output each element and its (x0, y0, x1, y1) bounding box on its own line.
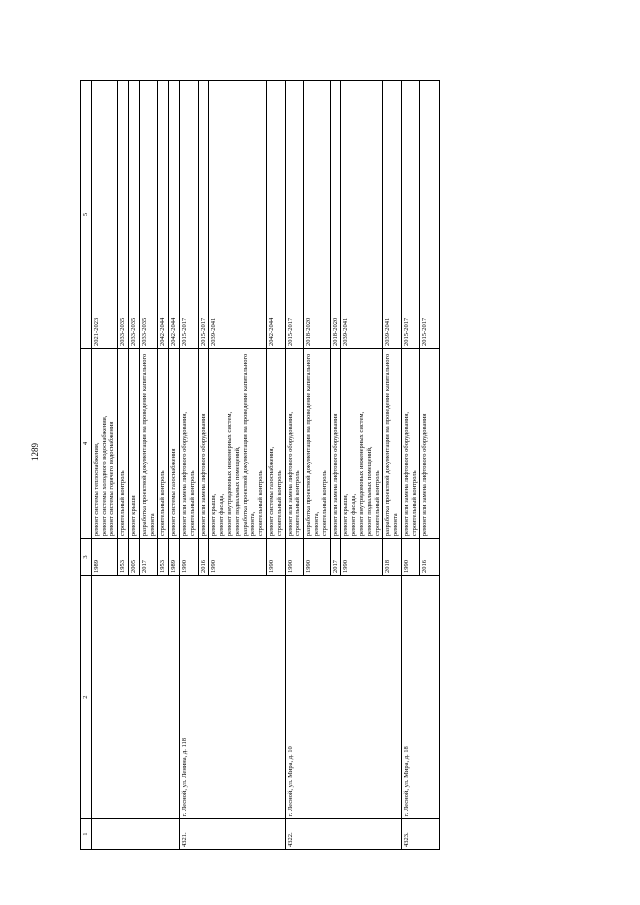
period-cell: 2018-2020 (330, 81, 341, 349)
year-cell: 2016 (420, 539, 440, 576)
address-cell: г. Лесной, ул. Мира, д. 10 (285, 575, 401, 818)
work-cell: ремонт крыши (128, 348, 139, 538)
table-row (91, 81, 117, 850)
year-cell: 1953 (118, 539, 129, 576)
row-number-cell (91, 819, 179, 850)
year-cell: 2016 (198, 539, 209, 576)
period-cell: 2021-2023 (91, 81, 117, 349)
page-number: 1289 (30, 443, 40, 461)
period-cell: 2033-2035 (139, 81, 158, 349)
year-cell: 1953 (158, 539, 169, 576)
year-cell: 2017 (139, 539, 158, 576)
period-cell: 2039-2041 (341, 81, 383, 349)
work-cell: строительный контроль (158, 348, 169, 538)
work-cell: разработка проектной документации на проведение капитального ремонта, строительный контроль (304, 348, 330, 538)
header-row (81, 81, 92, 850)
year-cell: 2018 (383, 539, 402, 576)
address-cell: г. Лесной, ул. Мира, д. 18 (401, 575, 440, 818)
year-cell: 1989 (169, 539, 180, 576)
work-cell: ремонт или замена лифтового оборудования (330, 348, 341, 538)
period-cell: 2018-2020 (304, 81, 330, 349)
work-cell: ремонт или замена лифтового оборудования, строительный контроль (285, 348, 304, 538)
rotated-table-container (80, 80, 575, 850)
work-cell: ремонт или замена лифтового оборудования (420, 348, 440, 538)
header-col-2: 2 (81, 575, 92, 818)
year-cell: 1989 (91, 539, 117, 576)
year-cell: 1990 (341, 539, 383, 576)
work-cell: разработка проектной документации на проведение капитального ремонта (139, 348, 158, 538)
work-cell: ремонт или замена лифтового оборудования, строительный контроль (401, 348, 420, 538)
year-cell: 1990 (209, 539, 267, 576)
period-cell: 2033-2035 (118, 81, 129, 349)
year-cell: 1990 (266, 539, 285, 576)
address-cell (91, 575, 179, 818)
year-cell: 1990 (304, 539, 330, 576)
row-number-cell: 4323. (401, 819, 440, 850)
row-number-cell: 4322. (285, 819, 401, 850)
table-row (401, 81, 420, 850)
work-cell: ремонт системы газоснабжения, строительный контроль (266, 348, 285, 538)
year-cell: 2005 (128, 539, 139, 576)
header-col-1: 1 (81, 819, 92, 850)
header-col-4: 4 (81, 348, 92, 538)
year-cell: 1990 (285, 539, 304, 576)
period-cell: 2015-2017 (401, 81, 420, 349)
header-col-5: 5 (81, 81, 92, 349)
table-body (91, 81, 440, 850)
year-cell: 1990 (401, 539, 420, 576)
work-cell: ремонт системы теплоснабжения, ремонт системы холодного водоснабжения, ремонт системы горячего водоснабжения (91, 348, 117, 538)
work-cell: ремонт крыши, ремонт фасада, ремонт внутридомовых инженерных систем, ремонт подвальных помещений, разработка проектной документации на проведение капитального ремонта, строительный контроль (209, 348, 267, 538)
year-cell: 2017 (330, 539, 341, 576)
period-cell: 2015-2017 (179, 81, 198, 349)
work-cell: ремонт или замена лифтового оборудования (198, 348, 209, 538)
period-cell: 2042-2044 (169, 81, 180, 349)
period-cell: 2033-2035 (128, 81, 139, 349)
period-cell: 2042-2044 (266, 81, 285, 349)
table-row (179, 81, 198, 850)
period-cell: 2039-2041 (383, 81, 402, 349)
repair-schedule-table (80, 80, 440, 850)
period-cell: 2015-2017 (285, 81, 304, 349)
work-cell: ремонт системы газоснабжения (169, 348, 180, 538)
period-cell: 2015-2017 (198, 81, 209, 349)
row-number-cell: 4321. (179, 819, 285, 850)
work-cell: ремонт или замена лифтового оборудования, строительный контроль (179, 348, 198, 538)
address-cell: г. Лесной, ул. Ленина, д. 118 (179, 575, 285, 818)
work-cell: ремонт крыши, ремонт фасада, ремонт внутридомовых инженерных систем, ремонт подвальных помещений, строительный контроль (341, 348, 383, 538)
period-cell: 2039-2041 (209, 81, 267, 349)
table-row (285, 81, 304, 850)
year-cell: 1990 (179, 539, 198, 576)
header-col-3: 3 (81, 539, 92, 576)
period-cell: 2015-2017 (420, 81, 440, 349)
work-cell: строительный контроль (118, 348, 129, 538)
work-cell: разработка проектной документации на проведение капитального ремонта (383, 348, 402, 538)
period-cell: 2042-2044 (158, 81, 169, 349)
